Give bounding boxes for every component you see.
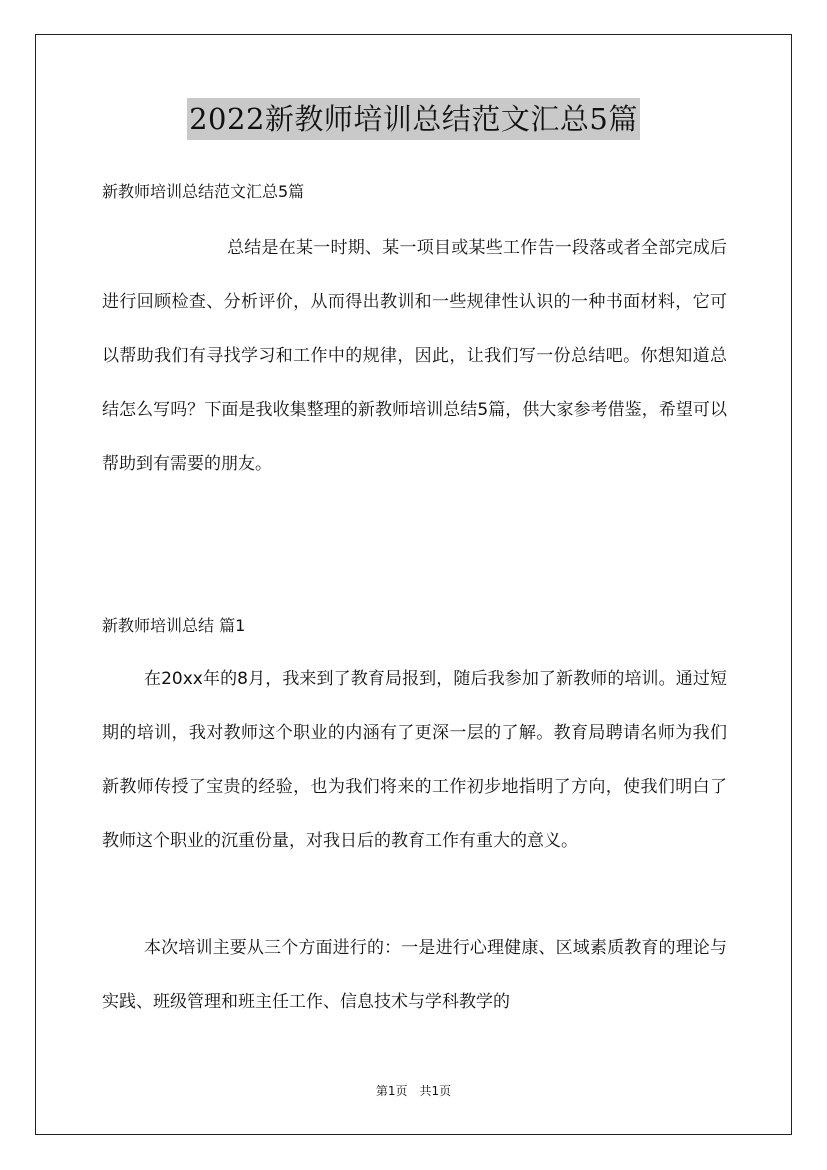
document-title: 2022新教师培训总结范文汇总5篇 — [187, 98, 640, 140]
document-subtitle: 新教师培训总结范文汇总5篇 — [102, 182, 305, 201]
intro-paragraph: 总结是在某一时期、某一项目或某些工作告一段落或者全部完成后进行回顾检查、分析评价，从而得出教训和一些规律性认识的一种书面材料，它可以帮助我们有寻找学习和工作中的规律，因此，让我们写一份总结吧。你想知道总结怎么写吗？下面是我收集整理的新教师培训总结5篇，供大家参考借鉴，希望可以帮助到有需要的朋友。 — [102, 238, 727, 474]
title-container — [0, 98, 827, 140]
section-heading: 新教师培训总结 篇1 — [102, 616, 246, 635]
page-footer: 第1页 共1页 — [375, 1084, 452, 1098]
body-paragraph-1: 在20xx年的8月，我来到了教育局报到，随后我参加了新教师的培训。通过短期的培训，我对教师这个职业的内涵有了更深一层的了解。教育局聘请名师为我们新教师传授了宝贵的经验，也为我们将来的工作初步地指明了方向，使我们明白了教师这个职业的沉重份量，对我日后的教育工作有重大的意义。 — [102, 669, 727, 851]
body-paragraph-2: 本次培训主要从三个方面进行的：一是进行心理健康、区域素质教育的理论与实践、班级管理和班主任工作、信息技术与学科教学的 — [102, 938, 727, 1012]
